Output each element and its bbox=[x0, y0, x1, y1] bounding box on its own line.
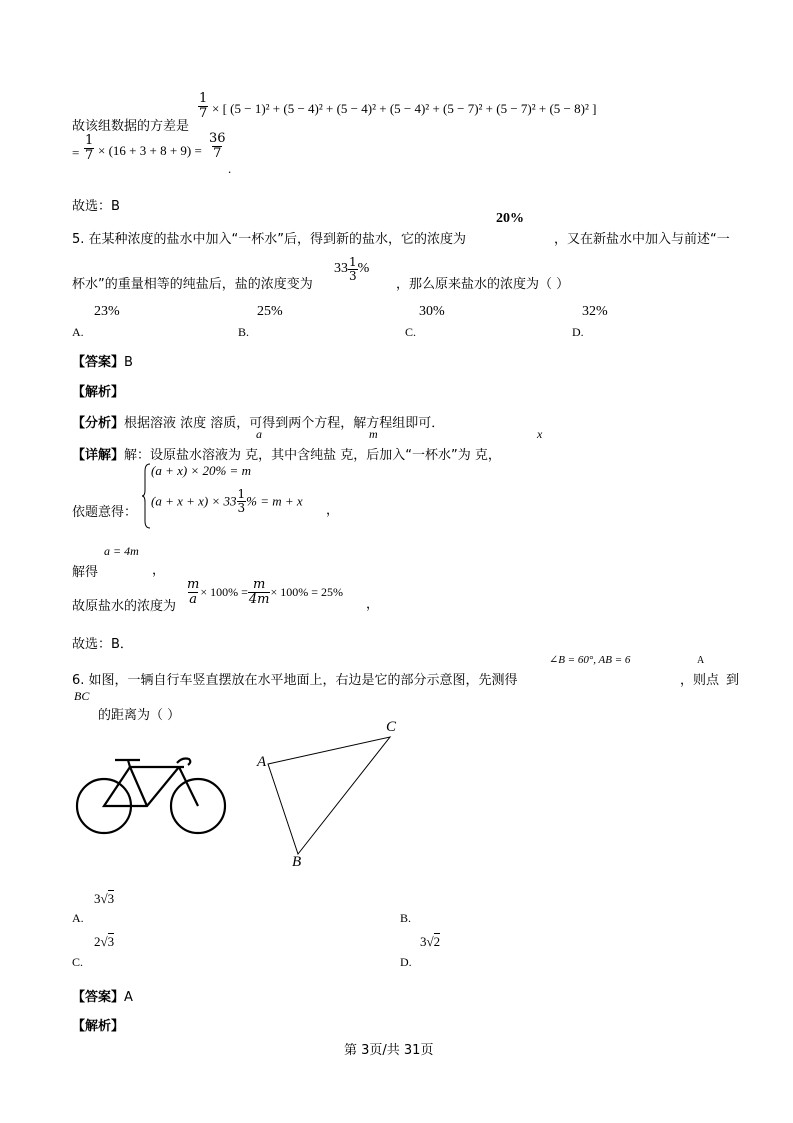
q5-var-x: x bbox=[537, 427, 543, 441]
q6-option-d-letter: D. bbox=[400, 955, 412, 969]
q5-final: 故选：B． bbox=[72, 637, 133, 652]
q5-conc-label: 故原盐水的浓度为 bbox=[72, 599, 177, 614]
q5-eq1: (a + x) × 20% = m bbox=[151, 463, 251, 478]
bicycle-frame bbox=[104, 767, 198, 806]
variance-line2-equals: = bbox=[72, 145, 80, 160]
variance-period: . bbox=[228, 161, 232, 176]
q5-fenxi: 【分析】根据溶液 浓度 溶质，可得到两个方程，解方程组即可． bbox=[72, 416, 445, 431]
q5-analysis-heading: 【解析】 bbox=[72, 385, 125, 400]
q5-solve-label: 解得 bbox=[72, 565, 99, 580]
q6-answer: 【答案】A bbox=[72, 990, 133, 1005]
q5-conc-comma: ， bbox=[366, 597, 380, 612]
q6-stem-line2: 的距离为（ ） bbox=[98, 708, 181, 723]
triangle-label-b: B bbox=[292, 854, 302, 870]
q6-segment-bc: BC bbox=[74, 689, 90, 703]
q5-solve-comma: ， bbox=[152, 563, 166, 578]
q5-option-a-value: 23% bbox=[94, 304, 120, 319]
q5-conc-expression: $\frac{m}{a}$ × 100% = $\frac{m}{4m}$ × 100% = 25% bbox=[187, 577, 343, 607]
q5-solve-result: a = 4m bbox=[104, 544, 139, 558]
q5-eq2: (a + x + x) × 33 $\frac{1}{3}$ % = m + x bbox=[151, 487, 303, 515]
q5-stem-line1: 5. 在某种浓度的盐水中加入“一杯水”后，得到新的盐水，它的浓度为 bbox=[72, 232, 467, 247]
q5-option-d-value: 32% bbox=[582, 304, 608, 319]
q5-option-d-letter: D. bbox=[572, 325, 584, 339]
q5-var-a: a bbox=[256, 427, 262, 441]
q6-stem-to: 到 bbox=[726, 673, 740, 688]
q6-analysis-heading: 【解析】 bbox=[72, 1019, 125, 1034]
q6-point-a-label: A bbox=[697, 655, 705, 666]
bicycle-figure bbox=[74, 756, 228, 836]
q5-conc1: 20% bbox=[496, 211, 524, 226]
q5-option-a-letter: A. bbox=[72, 325, 84, 339]
q5-conc2: 33 $\frac{1}{3}$ % bbox=[334, 255, 370, 283]
variance-bracket-expression: × [ (5 − 1)² + (5 − 4)² + (5 − 4)² + (5 − 4)² + (5 − 7)² + (5 − 7)² + (5 − 8)² ] bbox=[212, 101, 597, 116]
q6-option-c-value: 2√3 bbox=[94, 934, 115, 949]
triangle-abc bbox=[268, 737, 390, 854]
q5-option-c-letter: C. bbox=[405, 325, 417, 339]
q6-option-a-letter: A. bbox=[72, 911, 84, 925]
q5-stem-line2: 杯水”的重量相等的纯盐后，盐的浓度变为 bbox=[72, 277, 313, 292]
q6-stem-then: ，则点 bbox=[680, 673, 720, 688]
q6-option-a-value: 3√3 bbox=[94, 891, 115, 906]
q6-option-c-letter: C. bbox=[72, 955, 84, 969]
q5-answer: 【答案】B bbox=[72, 355, 133, 370]
bicycle-handlebar bbox=[177, 759, 190, 766]
q5-var-m: m bbox=[369, 427, 378, 441]
q6-option-b-letter: B. bbox=[400, 911, 412, 925]
variance-lead: 故该组数据的方差是 bbox=[72, 119, 190, 134]
triangle-figure bbox=[250, 716, 410, 876]
q5-stem-line1-tail: ，又在新盐水中加入与前述“一 bbox=[554, 232, 730, 247]
variance-line2-fraction: $\frac{1}{7}$ bbox=[85, 133, 94, 163]
variance-fraction: $\frac{1}{7}$ bbox=[199, 91, 208, 121]
q5-stem-line2-tail: ，那么原来盐水的浓度为（ ） bbox=[396, 277, 570, 292]
q5-xiangjie: 【详解】解：设原盐水溶液为 克，其中含纯盐 克，后加入“一杯水”为 克， bbox=[72, 448, 501, 463]
triangle-label-a: A bbox=[257, 754, 267, 770]
q5-option-b-value: 25% bbox=[257, 304, 283, 319]
q4-answer: 故选：B bbox=[72, 199, 120, 214]
q6-stem-line1: 6. 如图，一辆自行车竖直摆放在水平地面上，右边是它的部分示意图，先测得 bbox=[72, 673, 518, 688]
q6-given: ∠B = 60°, AB = 6 bbox=[549, 654, 631, 666]
q5-system-label: 依题意得： bbox=[72, 505, 138, 520]
variance-result-fraction: $\frac{36}{7}$ bbox=[209, 131, 226, 161]
q5-system-comma: ， bbox=[326, 503, 340, 518]
variance-line2-sum: × (16 + 3 + 8 + 9) = bbox=[98, 143, 202, 158]
page-footer: 第 3页/共 31页 bbox=[344, 1043, 434, 1058]
q5-option-c-value: 30% bbox=[419, 304, 445, 319]
q5-option-b-letter: B. bbox=[238, 325, 250, 339]
q6-option-d-value: 3√2 bbox=[420, 934, 441, 949]
triangle-label-c: C bbox=[386, 719, 397, 735]
